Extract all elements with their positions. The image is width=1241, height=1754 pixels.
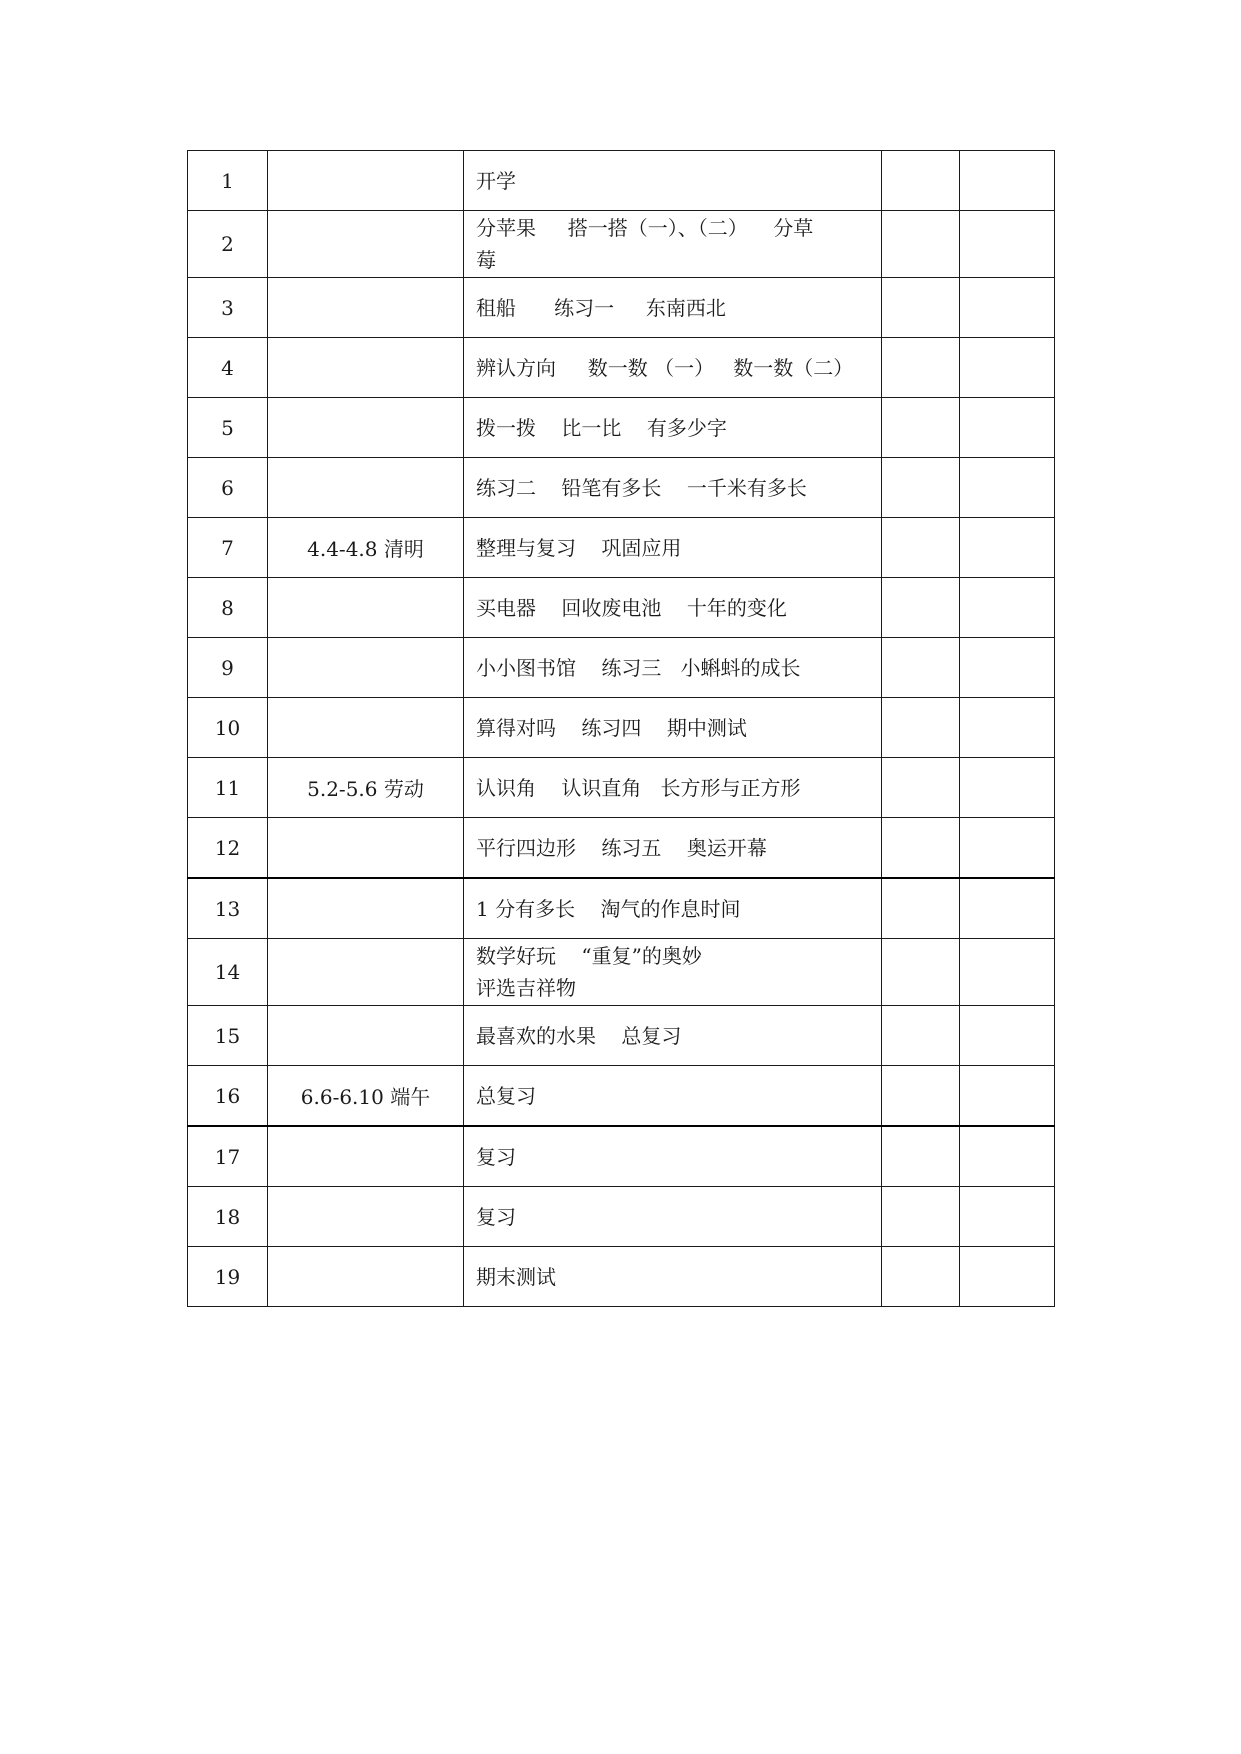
empty-cell-b bbox=[960, 578, 1055, 638]
empty-cell-a bbox=[882, 1006, 960, 1066]
lesson-content-line: 练习二 铅笔有多长 一千米有多长 bbox=[476, 475, 807, 500]
empty-cell-a bbox=[882, 1247, 960, 1307]
week-number-cell: 6 bbox=[188, 458, 268, 518]
empty-cell-a bbox=[882, 398, 960, 458]
lesson-content-cell bbox=[464, 1126, 882, 1187]
lesson-content-cell bbox=[464, 638, 882, 698]
holiday-note-cell bbox=[268, 1126, 464, 1187]
table-row bbox=[188, 939, 1055, 1006]
week-number-cell: 16 bbox=[188, 1066, 268, 1127]
holiday-note-cell bbox=[268, 698, 464, 758]
empty-cell-b bbox=[960, 211, 1055, 278]
empty-cell-b bbox=[960, 398, 1055, 458]
lesson-content-line: 最喜欢的水果 总复习 bbox=[476, 1023, 682, 1048]
empty-cell-a bbox=[882, 758, 960, 818]
lesson-content-cell bbox=[464, 1066, 882, 1127]
table-row bbox=[188, 458, 1055, 518]
table-row bbox=[188, 878, 1055, 939]
lesson-content-cell bbox=[464, 398, 882, 458]
lesson-content-line: 1 分有多长 淘气的作息时间 bbox=[476, 896, 741, 921]
table-row bbox=[188, 1006, 1055, 1066]
week-number-cell: 9 bbox=[188, 638, 268, 698]
holiday-note-cell bbox=[268, 211, 464, 278]
empty-cell-a bbox=[882, 939, 960, 1006]
lesson-content-line: 辨认方向 数一数 （一） 数一数（二） bbox=[476, 355, 854, 380]
table-row bbox=[188, 758, 1055, 818]
empty-cell-b bbox=[960, 818, 1055, 879]
empty-cell-b bbox=[960, 518, 1055, 578]
lesson-content-line: 数学好玩 “重复”的奥妙 bbox=[476, 944, 702, 968]
holiday-note-cell bbox=[268, 278, 464, 338]
table-row bbox=[188, 518, 1055, 578]
empty-cell-a bbox=[882, 211, 960, 278]
week-number-cell: 11 bbox=[188, 758, 268, 818]
lesson-content-line: 分苹果 搭一搭（一）、（二） 分草 bbox=[476, 216, 814, 240]
table-row bbox=[188, 398, 1055, 458]
holiday-note-cell bbox=[268, 818, 464, 879]
empty-cell-a bbox=[882, 1126, 960, 1187]
week-number-cell: 15 bbox=[188, 1006, 268, 1066]
empty-cell-a bbox=[882, 638, 960, 698]
holiday-note-cell: 5.2-5.6 劳动 bbox=[268, 758, 464, 818]
lesson-content-cell bbox=[464, 878, 882, 939]
holiday-note-cell bbox=[268, 458, 464, 518]
empty-cell-b bbox=[960, 151, 1055, 211]
table-row bbox=[188, 1126, 1055, 1187]
week-number-cell: 17 bbox=[188, 1126, 268, 1187]
lesson-content-line: 拨一拨 比一比 有多少字 bbox=[476, 415, 727, 440]
lesson-content-cell bbox=[464, 698, 882, 758]
lesson-content-line: 认识角 认识直角 长方形与正方形 bbox=[476, 775, 801, 800]
empty-cell-a bbox=[882, 458, 960, 518]
week-number-cell: 7 bbox=[188, 518, 268, 578]
empty-cell-b bbox=[960, 878, 1055, 939]
empty-cell-a bbox=[882, 818, 960, 879]
lesson-content-cell bbox=[464, 458, 882, 518]
week-number-cell: 5 bbox=[188, 398, 268, 458]
table-row bbox=[188, 1066, 1055, 1127]
lesson-content-line: 莓 bbox=[476, 248, 496, 272]
table-row bbox=[188, 1187, 1055, 1247]
empty-cell-a bbox=[882, 878, 960, 939]
empty-cell-a bbox=[882, 1066, 960, 1127]
table-row bbox=[188, 211, 1055, 278]
lesson-content-cell bbox=[464, 578, 882, 638]
week-number-cell: 10 bbox=[188, 698, 268, 758]
lesson-content-cell bbox=[464, 1006, 882, 1066]
table-row bbox=[188, 151, 1055, 211]
lesson-content-line: 复习 bbox=[476, 1144, 516, 1169]
lesson-content-line: 平行四边形 练习五 奥运开幕 bbox=[476, 835, 767, 860]
lesson-content-line: 评选吉祥物 bbox=[476, 976, 576, 1000]
holiday-note-cell bbox=[268, 939, 464, 1006]
holiday-note-cell: 4.4-4.8 清明 bbox=[268, 518, 464, 578]
lesson-content-cell bbox=[464, 151, 882, 211]
empty-cell-b bbox=[960, 1066, 1055, 1127]
empty-cell-a bbox=[882, 278, 960, 338]
empty-cell-b bbox=[960, 338, 1055, 398]
holiday-note-cell bbox=[268, 398, 464, 458]
lesson-content-cell bbox=[464, 758, 882, 818]
empty-cell-b bbox=[960, 458, 1055, 518]
week-number-cell: 3 bbox=[188, 278, 268, 338]
empty-cell-b bbox=[960, 1126, 1055, 1187]
empty-cell-b bbox=[960, 278, 1055, 338]
holiday-note-cell bbox=[268, 1247, 464, 1307]
empty-cell-b bbox=[960, 698, 1055, 758]
empty-cell-a bbox=[882, 151, 960, 211]
empty-cell-b bbox=[960, 758, 1055, 818]
table-row bbox=[188, 698, 1055, 758]
week-number-cell: 4 bbox=[188, 338, 268, 398]
table-row bbox=[188, 278, 1055, 338]
lesson-content-cell bbox=[464, 338, 882, 398]
empty-cell-a bbox=[882, 1187, 960, 1247]
table-row bbox=[188, 1247, 1055, 1307]
lesson-content-line: 小小图书馆 练习三 小蝌蚪的成长 bbox=[476, 655, 801, 680]
lesson-content-line: 期末测试 bbox=[476, 1264, 556, 1289]
holiday-note-cell bbox=[268, 151, 464, 211]
holiday-note-cell: 6.6-6.10 端午 bbox=[268, 1066, 464, 1127]
lesson-content-cell bbox=[464, 278, 882, 338]
lesson-content-cell bbox=[464, 1187, 882, 1247]
week-number-cell: 19 bbox=[188, 1247, 268, 1307]
empty-cell-a bbox=[882, 698, 960, 758]
empty-cell-a bbox=[882, 518, 960, 578]
holiday-note-cell bbox=[268, 578, 464, 638]
lesson-content-cell bbox=[464, 211, 882, 278]
table-row bbox=[188, 638, 1055, 698]
week-number-cell: 13 bbox=[188, 878, 268, 939]
holiday-note-cell bbox=[268, 1187, 464, 1247]
empty-cell-b bbox=[960, 939, 1055, 1006]
lesson-content-line: 总复习 bbox=[476, 1083, 536, 1108]
week-number-cell: 14 bbox=[188, 939, 268, 1006]
week-number-cell: 12 bbox=[188, 818, 268, 879]
teaching-schedule-table bbox=[187, 150, 1055, 1307]
lesson-content-line: 租船 练习一 东南西北 bbox=[476, 295, 726, 320]
table-row bbox=[188, 578, 1055, 638]
lesson-content-line: 买电器 回收废电池 十年的变化 bbox=[476, 595, 787, 620]
empty-cell-b bbox=[960, 638, 1055, 698]
week-number-cell: 2 bbox=[188, 211, 268, 278]
lesson-content-cell bbox=[464, 818, 882, 879]
table-row bbox=[188, 818, 1055, 879]
schedule-body bbox=[188, 151, 1055, 1307]
lesson-content-cell bbox=[464, 1247, 882, 1307]
week-number-cell: 18 bbox=[188, 1187, 268, 1247]
empty-cell-a bbox=[882, 338, 960, 398]
lesson-content-line: 整理与复习 巩固应用 bbox=[476, 535, 682, 560]
lesson-content-cell bbox=[464, 939, 882, 1006]
table-row bbox=[188, 338, 1055, 398]
empty-cell-a bbox=[882, 578, 960, 638]
empty-cell-b bbox=[960, 1187, 1055, 1247]
lesson-content-line: 算得对吗 练习四 期中测试 bbox=[476, 715, 747, 740]
lesson-content-line: 开学 bbox=[476, 168, 516, 193]
holiday-note-cell bbox=[268, 1006, 464, 1066]
week-number-cell: 8 bbox=[188, 578, 268, 638]
lesson-content-cell bbox=[464, 518, 882, 578]
holiday-note-cell bbox=[268, 638, 464, 698]
week-number-cell: 1 bbox=[188, 151, 268, 211]
lesson-content-line: 复习 bbox=[476, 1204, 516, 1229]
empty-cell-b bbox=[960, 1006, 1055, 1066]
empty-cell-b bbox=[960, 1247, 1055, 1307]
holiday-note-cell bbox=[268, 878, 464, 939]
holiday-note-cell bbox=[268, 338, 464, 398]
